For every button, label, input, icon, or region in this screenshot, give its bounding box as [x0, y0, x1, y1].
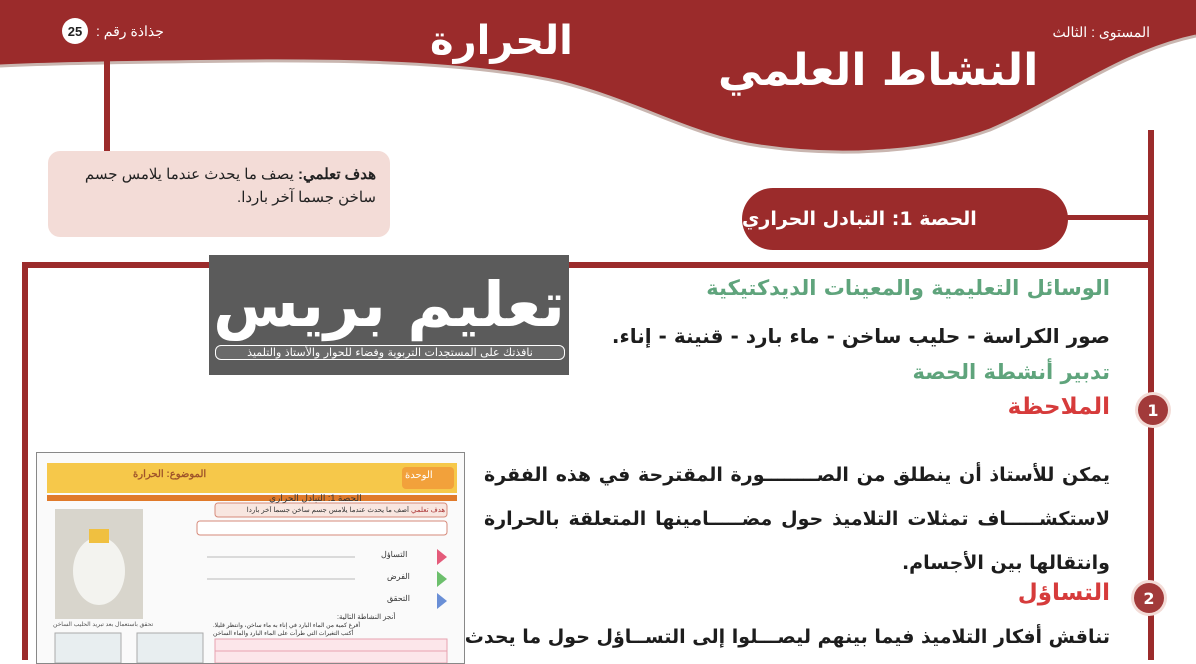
- thumb-activity-title: أنجز النشاطة التالية:: [337, 614, 396, 621]
- thumb-test-label: التحقق: [387, 594, 410, 603]
- thumb-hypothesis-label: الفرض: [387, 572, 410, 581]
- thumb-activity-line-1: أفرغ كمية من الماء البارد في إناء به ماء ساخن، وانتظر قليلا.: [213, 623, 361, 629]
- management-heading: تدبير أنشطة الحصة: [912, 360, 1110, 384]
- step-1-text: يمكن للأستاذ أن ينطلق من الصــــــــورة المقترحة في هذه الفقرة لاستكشـــــاف تمثلات التلاميذ حول مضـــــامينها المتعلقة بالحرارة وانتقالها بين الأجسام.: [484, 464, 1110, 574]
- main-title: النشاط العلمي: [718, 45, 1039, 96]
- left-vertical-rule: [22, 262, 28, 660]
- thumb-activity-line-2: أكتب التغيرات التي طرأت على الماء البارد والماء الساخن: [213, 631, 354, 637]
- materials-heading: الوسائل التعليمية والمعينات الديدكتيكية: [706, 276, 1110, 300]
- materials-text: صور الكراسة - حليب ساخن - ماء بارد - قنينة - إناء.: [611, 324, 1110, 348]
- textbook-page-thumbnail: [36, 452, 465, 664]
- goal-label: هدف تعلمي:: [297, 166, 376, 183]
- thumb-session: الحصة 1: التبادل الحراري: [269, 493, 362, 503]
- learning-goal-box: [48, 151, 390, 237]
- sheet-number-group: [62, 18, 164, 44]
- thumb-caption: تحقق باستعمال بعد تبريد الحليب الساخن: [53, 622, 154, 628]
- horizontal-rule: [22, 262, 1152, 268]
- step-1-heading: الملاحظة: [1007, 394, 1110, 420]
- sheet-label: جذاذة رقم :: [96, 22, 164, 39]
- thumb-unit-tab: الوحدة: [405, 470, 433, 481]
- thumb-topic: الموضوع: الحرارة: [133, 469, 207, 480]
- thumb-question-label: التساؤل: [381, 550, 408, 559]
- step-2-badge: 2: [1134, 583, 1164, 613]
- step-1-badge: 1: [1138, 395, 1168, 425]
- sheet-number-badge: 25: [62, 18, 88, 44]
- goal-text: يصف ما يحدث عندما يلامس جسم ساخن جسما آخر باردا.: [84, 166, 376, 206]
- watermark-logo: [209, 255, 569, 375]
- thumb-goal-text: أصف ما يحدث عندما يلامس جسم ساخن جسما آخر باردا: [246, 507, 409, 514]
- unit-title: الحرارة: [430, 18, 573, 64]
- thumb-goal-tag: هدف تعلمي: [411, 507, 446, 514]
- step-2-text: تناقش أفكار التلاميذ فيما بينهم ليصـــلوا إلى التســاؤل حول ما يحدث: [464, 626, 1110, 648]
- session-title-pill: الحصة 1: التبادل الحراري: [742, 188, 1068, 250]
- left-vertical-connector: [104, 56, 110, 154]
- step-2-heading: التساؤل: [1017, 580, 1110, 606]
- watermark-title: تعليم بريس: [213, 268, 565, 341]
- level-label: المستوى : الثالث: [1052, 24, 1150, 40]
- session-connector: [1066, 215, 1150, 220]
- watermark-subtitle: نافذتك على المستجدات التربوية وفضاء للحوار والأستاذ والتلميذ: [215, 345, 565, 360]
